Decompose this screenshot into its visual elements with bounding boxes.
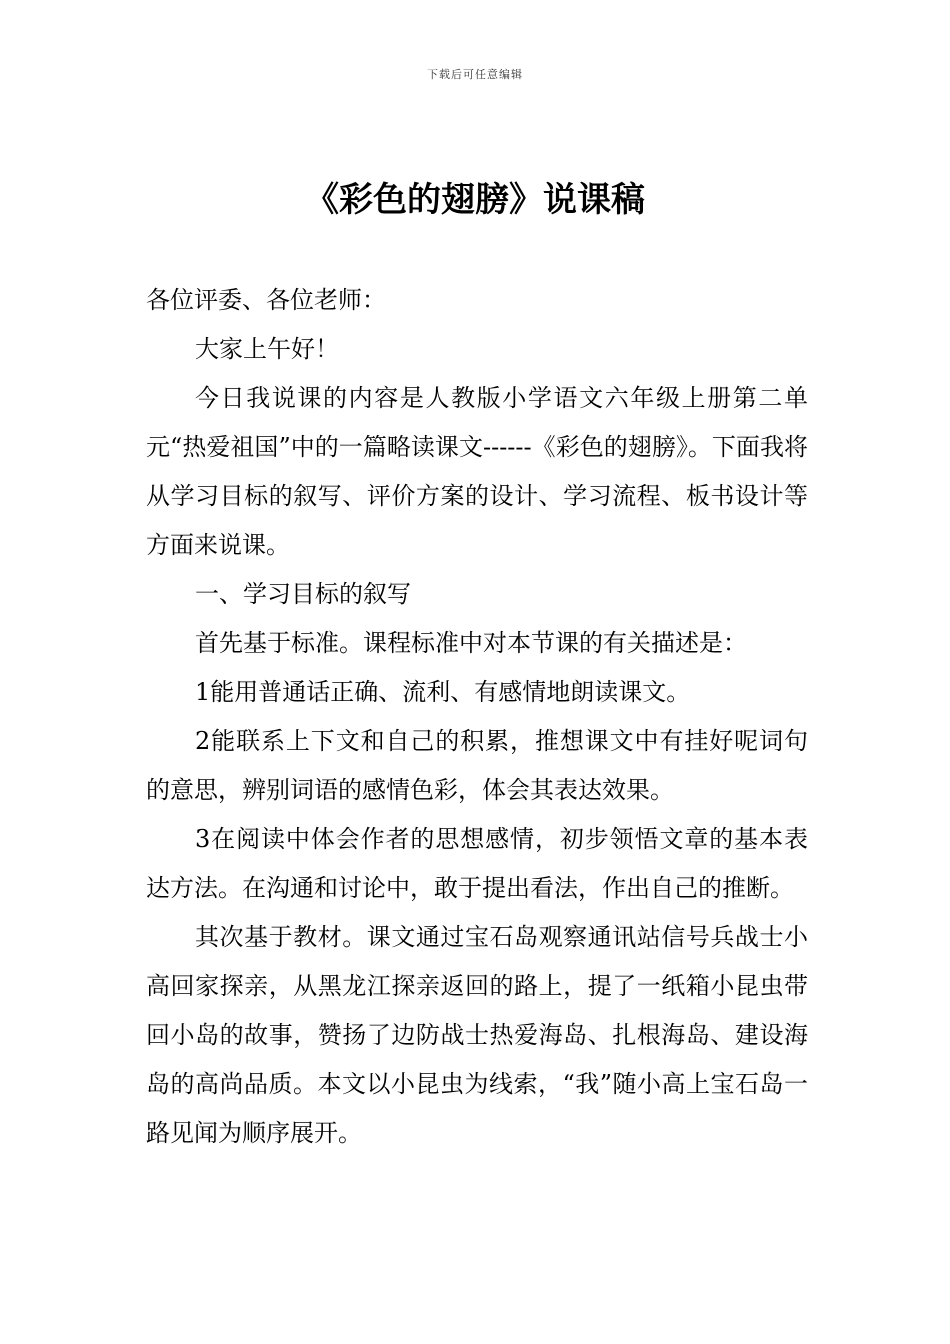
- goal-item-1: 1能用普通话正确、流利、有感情地朗读课文。: [195, 678, 691, 706]
- document-title: 《彩色的翅膀》说课稿: [305, 180, 645, 220]
- standards-paragraph: 首先基于标准。课程标准中对本节课的有关描述是：: [195, 629, 747, 657]
- salutation: 各位评委、各位老师：: [146, 286, 386, 314]
- goal-item-3: 3在阅读中体会作者的思想感情，初步领悟文章的基本表达方法。在沟通和讨论中，敢于提出看法，作出自己的推断。: [146, 825, 808, 902]
- document-body: [146, 276, 808, 1158]
- page-header-note: 下载后可任意编辑: [427, 68, 523, 81]
- section-heading: 一、学习目标的叙写: [195, 580, 411, 608]
- intro-paragraph: 今日我说课的内容是人教版小学语文六年级上册第二单元“热爱祖国”中的一篇略读课文------《彩色的翅膀》。下面我将从学习目标的叙写、评价方案的设计、学习流程、板书设计等方面来说课。: [146, 384, 808, 559]
- greeting-paragraph: 大家上午好！: [195, 335, 339, 363]
- textbook-paragraph: 其次基于教材。课文通过宝石岛观察通讯站信号兵战士小高回家探亲，从黑龙江探亲返回的路上，提了一纸箱小昆虫带回小岛的故事，赞扬了边防战士热爱海岛、扎根海岛、建设海岛的高尚品质。本文以小昆虫为线索，“我”随小高上宝石岛一路见闻为顺序展开。: [146, 923, 808, 1147]
- goal-item-2: 2能联系上下文和自己的积累，推想课文中有挂好呢词句的意思，辨别词语的感情色彩，体会其表达效果。: [146, 727, 808, 804]
